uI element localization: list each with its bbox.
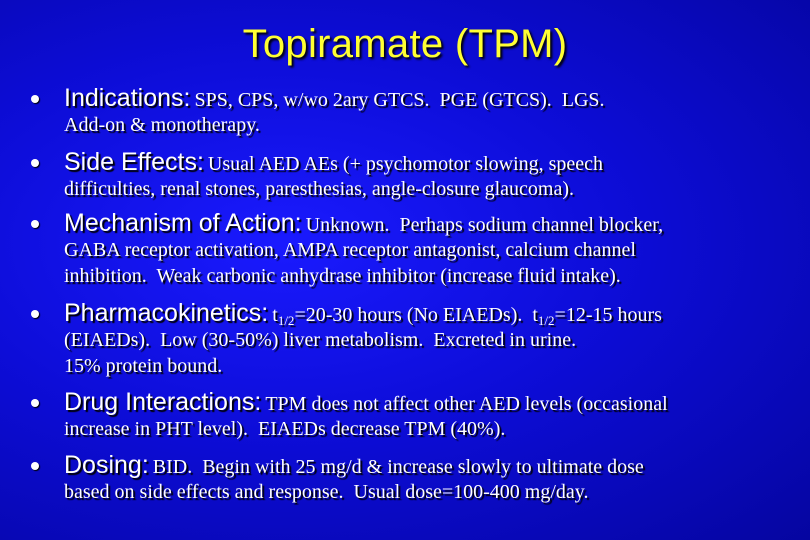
bullet-heading: Pharmacokinetics: [64,299,269,327]
bullet-dot [31,399,39,407]
bullet-drug-interactions [64,388,794,442]
bullet-dot [31,95,39,103]
bullet-text: Usual AED AEs (+ psychomotor slowing, speech [207,153,604,175]
bullet-text: $t_{1/2}=20-30$ hours (No EIAEDs). $t_{1/2}=12-15$ hours [272,304,662,328]
bullet-pharmacokinetics [64,299,794,379]
bullet-indications [64,84,794,138]
bullet-text: TPM does not affect other AED levels (occasional [265,393,668,415]
bullet-dot [31,310,39,318]
bullet-heading: Mechanism of Action: [64,209,302,237]
bullet-continuation: 15% protein bound. [64,355,223,377]
bullet-continuation: (EIAEDs). Low (30-50%) liver metabolism. Excreted in urine. [64,329,577,351]
bullet-dot [31,159,39,167]
bullet-continuation: increase in PHT level). EIAEDs decrease TPM (40%). [64,418,506,440]
bullet-dot [31,220,39,228]
bullet-text: SPS, CPS, w/wo 2ary GTCS. PGE (GTCS). LGS. [194,89,605,111]
bullet-side-effects [64,148,794,202]
bullet-continuation: inhibition. Weak carbonic anhydrase inhibitor (increase fluid intake). [64,265,621,287]
bullet-heading: Side Effects: [64,148,204,176]
bullet-dosing [64,451,794,505]
bullet-continuation: GABA receptor activation, AMPA receptor antagonist, calcium channel [64,239,636,261]
bullet-heading: Indications: [64,84,191,112]
bullet-text: Unknown. Perhaps sodium channel blocker, [305,214,664,236]
slide-title: Topiramate (TPM) [242,22,568,66]
bullet-continuation: difficulties, renal stones, paresthesias, angle-closure glaucoma). [64,178,575,200]
bullet-continuation: Add-on & monotherapy. [64,114,260,136]
bullet-heading: Drug Interactions: [64,388,262,416]
bullet-text: BID. Begin with 25 mg/d & increase slowly to ultimate dose [152,456,644,478]
bullet-continuation: based on side effects and response. Usual dose=100-400 mg/day. [64,481,589,503]
bullet-dot [31,462,39,470]
bullet-mechanism [64,209,794,289]
bullet-heading: Dosing: [64,451,149,479]
